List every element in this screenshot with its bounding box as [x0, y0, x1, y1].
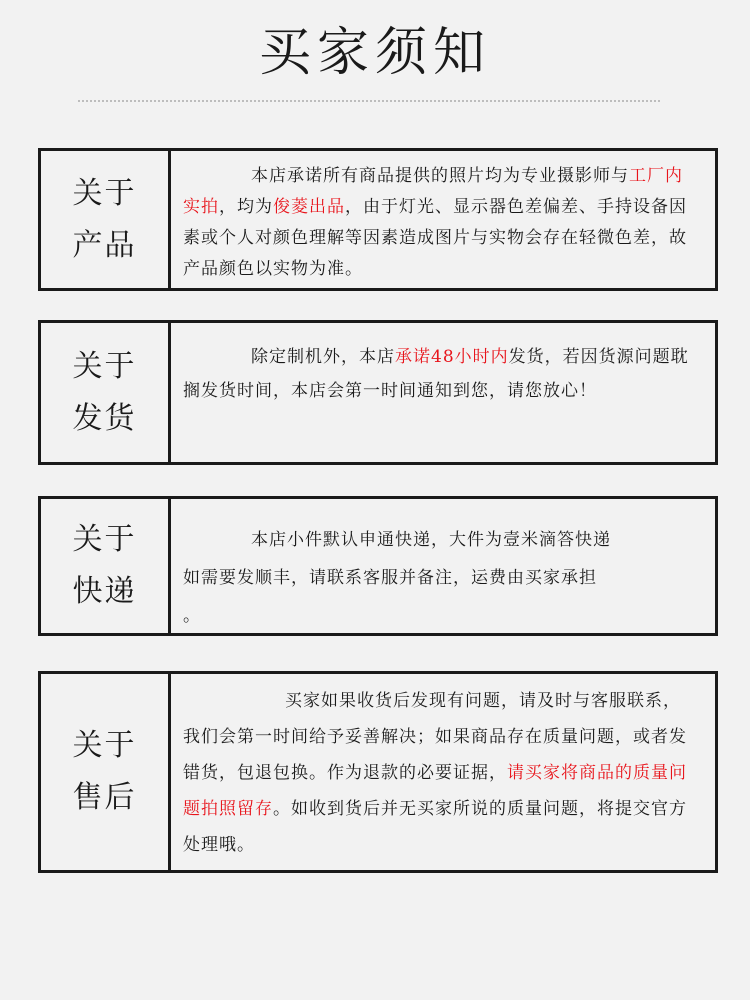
highlight-text: 承诺48小时内 — [395, 347, 509, 367]
section-text: 除定制机外，本店承诺48小时内发货，若因货源问题耽搁发货时间，本店会第一时间通知到您，请您放心！ — [183, 347, 689, 401]
label-line: 产品 — [72, 227, 137, 263]
section-label — [41, 499, 171, 633]
section-shipping — [38, 320, 718, 465]
page-title: 买家须知 — [258, 23, 491, 83]
label-line: 关于 — [72, 348, 137, 384]
section-label — [41, 674, 171, 870]
label-line: 售后 — [72, 780, 137, 815]
section-after-sales — [38, 671, 718, 873]
section-product — [38, 148, 718, 291]
dotted-divider — [78, 100, 660, 102]
section-label — [41, 151, 171, 288]
label-line: 快递 — [72, 574, 137, 609]
highlight-text: 俊菱出品 — [273, 197, 345, 217]
highlight-text: 请买家将商品的质量问题拍照留存 — [183, 763, 687, 819]
section-text: 本店小件默认申通快递，大件为壹米滴答快递 如需要发顺丰，请联系客服并备注，运费由买家承担 。 — [183, 530, 611, 626]
section-delivery — [38, 496, 718, 636]
label-line: 关于 — [72, 175, 137, 211]
section-text: 买家如果收货后发现有问题，请及时与客服联系，我们会第一时间给予妥善解决；如果商品存在质量问题，或者发错货，包退包换。作为退款的必要证据，请买家将商品的质量问题拍照留存。如收到货后并无买家所说的质量问题，将提交官方处理哦。 — [183, 691, 687, 855]
label-line: 关于 — [72, 522, 137, 557]
highlight-text: 工厂内实拍 — [183, 166, 683, 217]
section-text: 本店承诺所有商品提供的照片均为专业摄影师与工厂内实拍，均为俊菱出品，由于灯光、显示器色差偏差、手持设备因素或个人对颜色理解等因素造成图片与实物会存在轻微色差，故产品颜色以实物为准。 — [183, 166, 687, 279]
section-label — [41, 323, 171, 462]
label-line: 关于 — [72, 728, 137, 763]
label-line: 发货 — [72, 400, 137, 436]
